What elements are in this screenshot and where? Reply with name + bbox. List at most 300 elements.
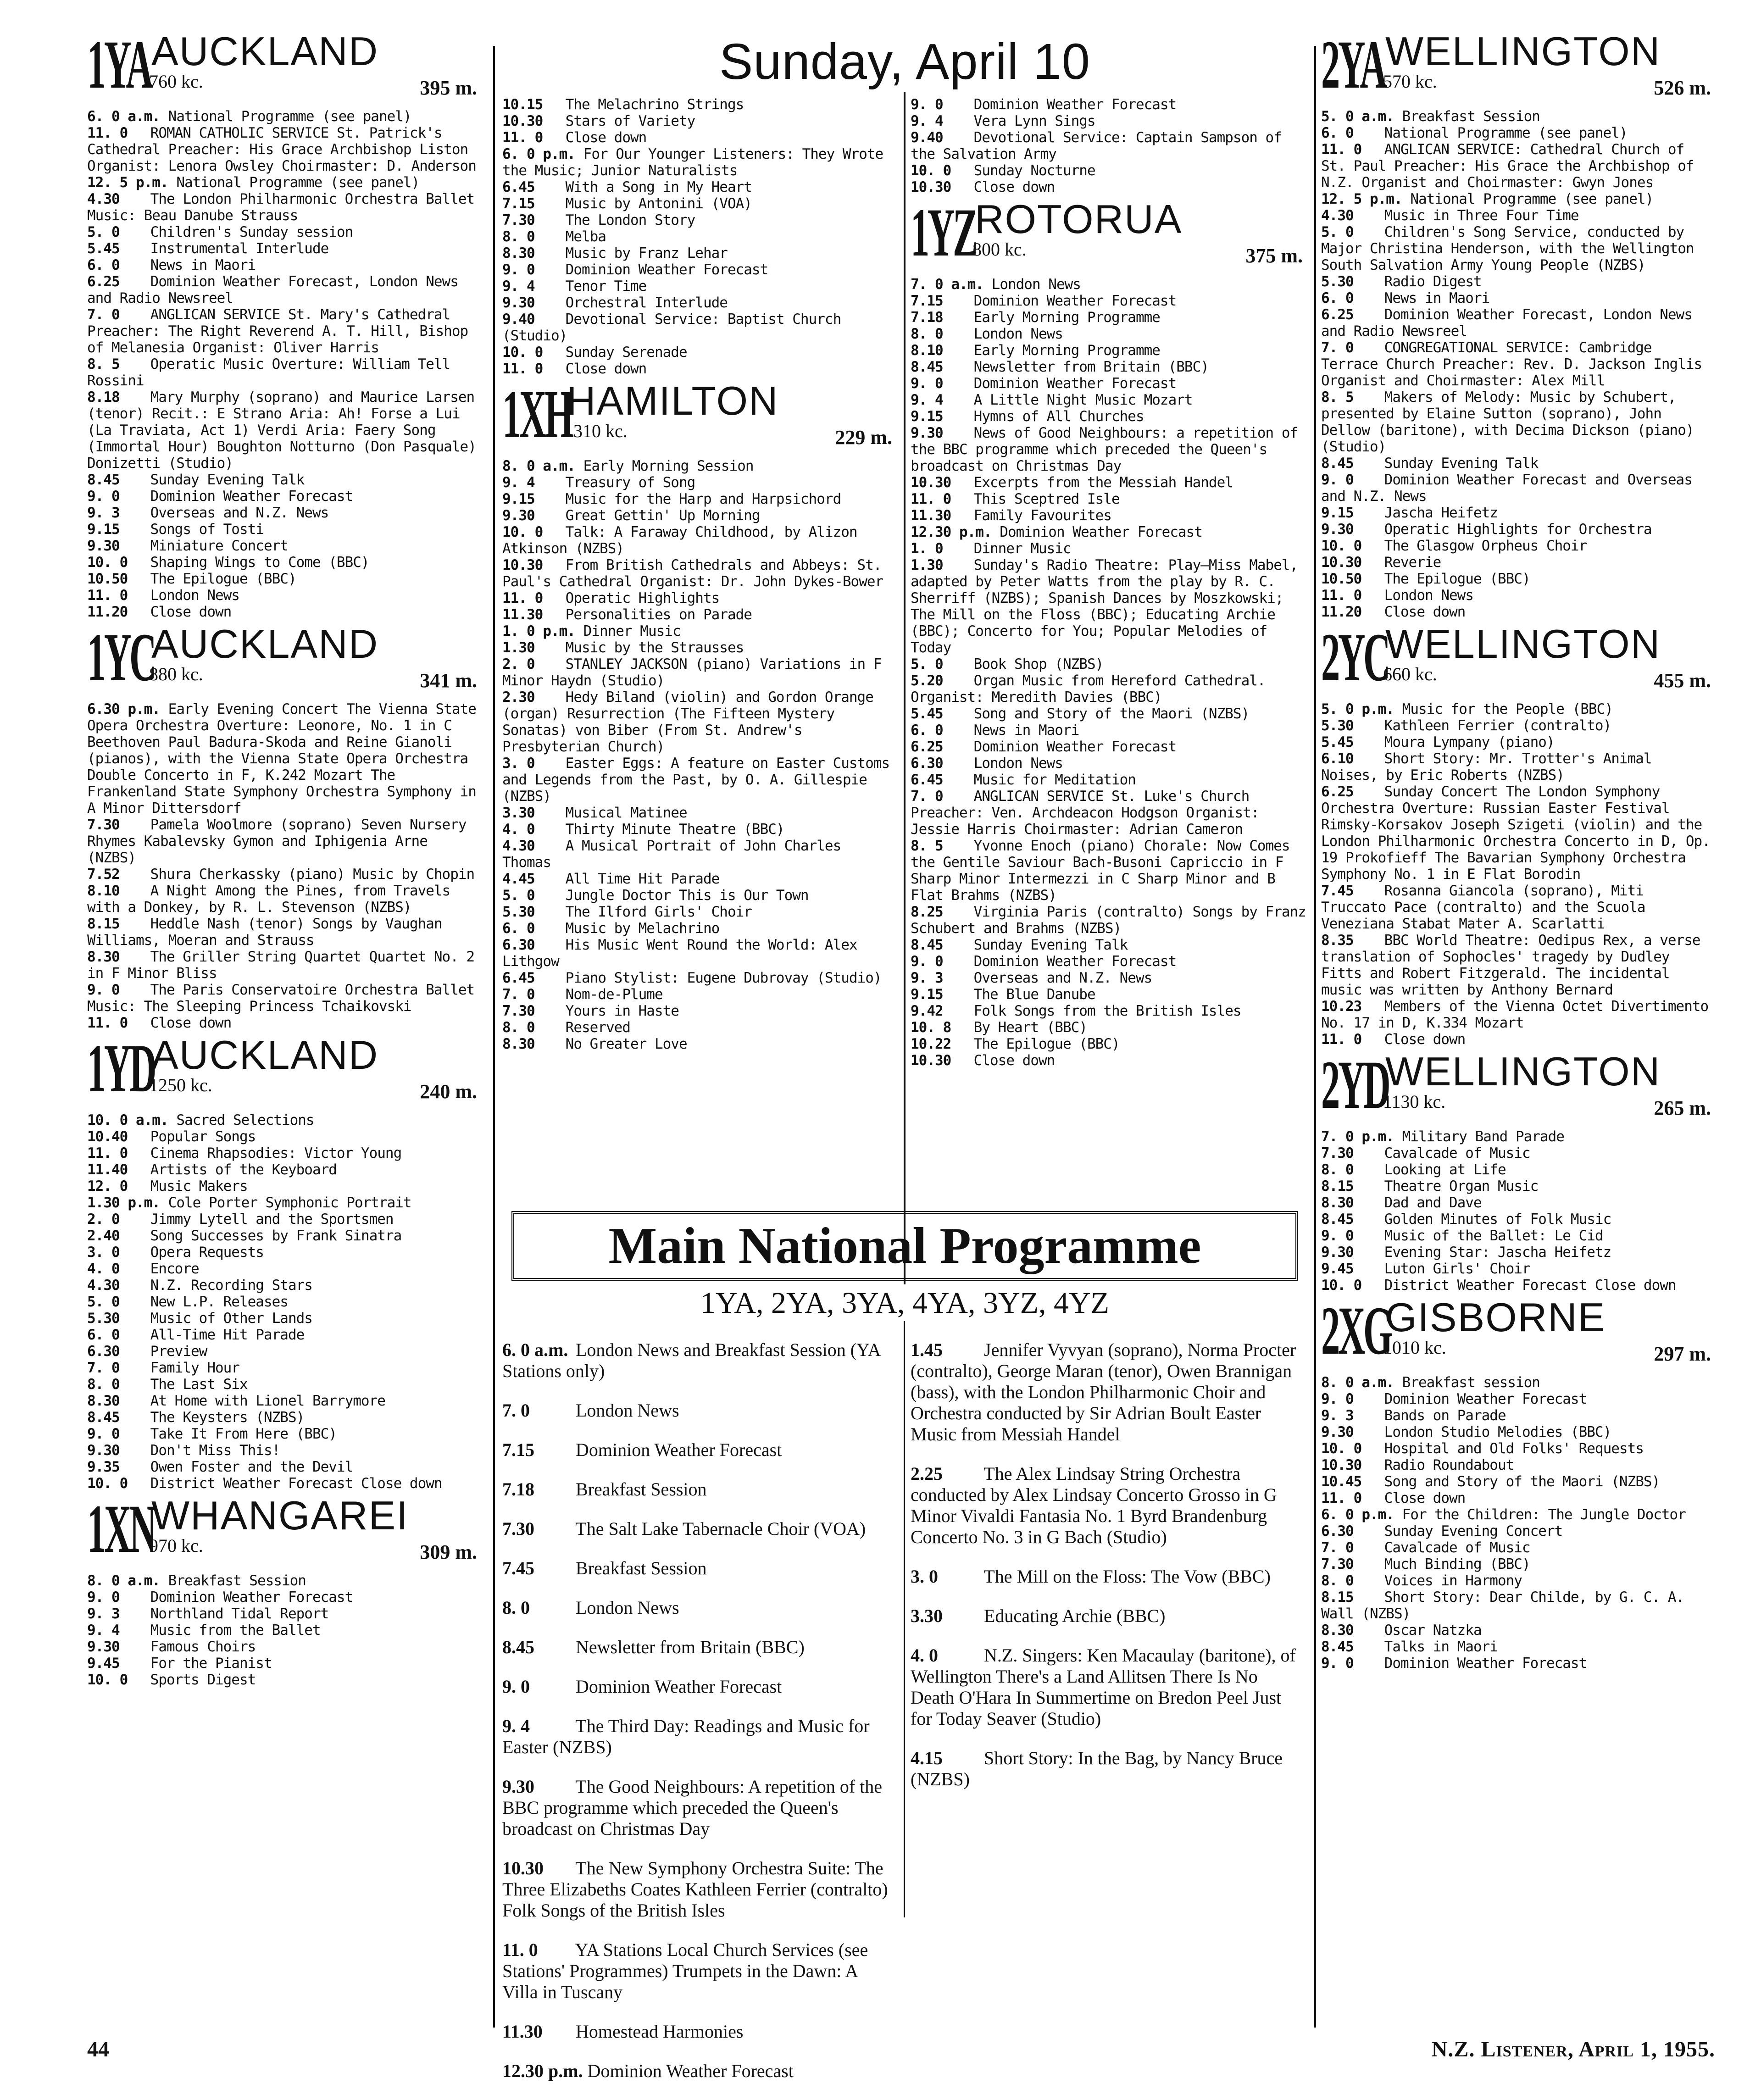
schedule-entry: [911, 1566, 1305, 1587]
schedule-entry: [87, 1015, 482, 1031]
frequency: 1010 kc.: [1383, 1337, 1446, 1358]
schedule-entry: [502, 1558, 897, 1579]
wavelength: 341 m.: [420, 669, 477, 692]
frequency: 880 kc.: [149, 664, 203, 684]
entry-time: 9. 0: [911, 375, 943, 392]
entry-time: 8. 0: [1321, 1161, 1354, 1178]
entry-text: Close down: [565, 129, 647, 146]
entry-text: Music by Melachrino: [565, 920, 720, 937]
schedule-entry: [502, 311, 897, 344]
schedule-entry: [1321, 472, 1716, 505]
entry-text: Devotional Service: Captain Sampson of the Salvation Army: [911, 129, 1282, 162]
entry-time: 12.30 p.m.: [911, 524, 992, 540]
schedule-entry: [87, 866, 482, 883]
entry-text: Song and Story of the Maori (NZBS): [973, 706, 1250, 722]
schedule-entry: [502, 96, 897, 113]
schedule-entry: [87, 1672, 482, 1688]
entry-time: 8.18: [87, 389, 120, 406]
schedule-entry: [911, 706, 1307, 722]
schedule-entry: [502, 871, 897, 887]
entry-time: 10. 0: [1321, 1440, 1362, 1457]
entry-time: 9.15: [502, 491, 535, 507]
entry-time: 9. 4: [87, 1622, 120, 1639]
entry-time: 8.10: [911, 342, 943, 359]
schedule-entry: [911, 425, 1307, 474]
entry-text: Sunday Concert The London Symphony Orchestra Overture: Russian Easter Festival Rimsky-Korsakov Joseph Szigeti (violin) and the London Philharmonic Orchestra Concerto in D, Op. 19 Prokofieff The Bavarian Symphony Orchestra Symphony No. 1 in E Flat Borodin: [1321, 783, 1710, 883]
schedule-entry: [87, 1459, 482, 1475]
entry-text: Theatre Organ Music: [1384, 1178, 1539, 1194]
entry-time: 4.30: [1321, 207, 1354, 224]
entry-text: News of Good Neighbours: a repetition of the BBC programme which preceded the Queen's broadcast on Christmas Day: [911, 425, 1298, 474]
entry-text: Don't Miss This!: [150, 1442, 280, 1459]
schedule-entry: [911, 1748, 1305, 1790]
entry-time: 7.18: [502, 1479, 534, 1500]
schedule-entry: [87, 1343, 482, 1360]
entry-text: Jennifer Vyvyan (soprano), Norma Procter (contralto), George Maran (tenor), Owen Brannigan (bass), with the London Philharmonic Choir and Orchestra conducted by Sir Adrian Boult Easter Music from Messiah Handel: [911, 1339, 1296, 1444]
entry-text: Sports Digest: [150, 1672, 256, 1688]
entry-time: 8.45: [87, 1409, 120, 1426]
entry-text: Devotional Service: Baptist Church (Studio): [502, 311, 841, 344]
entry-text: Children's Sunday session: [150, 224, 353, 240]
entry-time: 9.40: [911, 129, 943, 146]
schedule-entry: [87, 1294, 482, 1310]
panel-left-list: [502, 1321, 897, 2100]
schedule-entry: [911, 113, 1307, 129]
schedule-entry: [87, 1606, 482, 1622]
entry-time: 10.23: [1321, 998, 1362, 1015]
entry-time: 1. 0: [911, 540, 943, 557]
call-sign: 1XN: [87, 1491, 155, 1567]
entry-time: 8.45: [1321, 1211, 1354, 1228]
entry-time: 11.20: [1321, 604, 1362, 620]
call-sign: 2YA: [1321, 27, 1385, 103]
entry-text: Popular Songs: [150, 1128, 256, 1145]
schedule-entry: [87, 1426, 482, 1442]
entry-text: Dominion Weather Forecast: [150, 488, 353, 505]
schedule-entry: [911, 342, 1307, 359]
schedule-entry: [87, 174, 482, 191]
entry-time: 7.52: [87, 866, 120, 883]
entry-text: ANGLICAN SERVICE St. Mary's Cathedral Preacher: The Right Reverend A. T. Hill, Bishop of Melanesia Organist: Oliver Harris: [87, 306, 468, 356]
schedule-entry: [502, 261, 897, 278]
entry-time: 8.30: [502, 1036, 535, 1052]
entry-time: 9. 4: [911, 113, 943, 129]
entry-time: 7.30: [1321, 1556, 1354, 1572]
schedule-entry: [1321, 717, 1716, 734]
entry-time: 5.45: [911, 706, 943, 722]
schedule-entry: [1321, 207, 1716, 224]
schedule-entry: [911, 1463, 1305, 1548]
entry-time: 9.30: [1321, 1244, 1354, 1261]
entry-time: 8.45: [87, 472, 120, 488]
schedule-entry: [502, 491, 897, 507]
entry-time: 6. 0 p.m.: [502, 146, 575, 162]
city-name: WELLINGTON: [1385, 621, 1661, 667]
page-date-heading: Sunday, April 10: [719, 33, 1090, 90]
entry-time: 11.30: [502, 606, 543, 623]
entry-time: 12. 5 p.m.: [1321, 191, 1402, 207]
schedule-entry: [502, 129, 897, 146]
entry-text: Music in Three Four Time: [1384, 207, 1579, 224]
schedule-2yc: [1321, 701, 1716, 1048]
entry-time: 3. 0: [502, 755, 535, 772]
schedule-entry: [911, 953, 1307, 970]
entry-time: 10.50: [87, 571, 128, 587]
entry-time: 9.15: [911, 408, 943, 425]
frequency: 660 kc.: [1383, 664, 1437, 684]
entry-time: 9. 4: [502, 474, 535, 491]
entry-time: 8. 0: [502, 228, 535, 245]
entry-time: 11. 0: [502, 361, 543, 377]
entry-text: A Night Among the Pines, from Travels with a Donkey, by R. L. Stevenson (NZBS): [87, 883, 450, 916]
entry-time: 9.30: [87, 1442, 120, 1459]
entry-text: Dominion Weather Forecast: [973, 293, 1177, 309]
schedule-entry: [502, 2021, 897, 2042]
entry-time: 9. 0: [1321, 1655, 1354, 1672]
entry-text: Personalities on Parade: [565, 606, 752, 623]
schedule-entry: [502, 838, 897, 871]
entry-text: With a Song in My Heart: [565, 179, 752, 195]
entry-time: 8.30: [87, 1393, 120, 1409]
entry-text: Music by Antonini (VOA): [565, 195, 752, 212]
entry-text: Voices in Harmony: [1384, 1572, 1522, 1589]
entry-text: Dominion Weather Forecast: [1384, 1655, 1587, 1672]
entry-time: 4.30: [87, 191, 120, 207]
entry-text: From British Cathedrals and Abbeys: St. Paul's Cathedral Organist: Dr. John Dykes-Bower: [502, 557, 883, 590]
schedule-entry: [911, 1339, 1305, 1445]
entry-time: 8.45: [1321, 455, 1354, 472]
entry-text: London News: [150, 587, 239, 604]
entry-text: A Musical Portrait of John Charles Thomas: [502, 838, 841, 871]
entry-text: Short Story: Mr. Trotter's Animal Noises, by Eric Roberts (NZBS): [1321, 750, 1652, 783]
schedule-entry: [87, 1589, 482, 1606]
entry-text: ROMAN CATHOLIC SERVICE St. Patrick's Cathedral Preacher: His Grace Archbishop Liston Organist: Lenora Owsley Choirmaster: D. Anderson: [87, 125, 476, 174]
schedule-entry: [87, 108, 482, 125]
entry-time: 8.30: [1321, 1194, 1354, 1211]
schedule-entry: [502, 195, 897, 212]
schedule-entry: [87, 1228, 482, 1244]
entry-text: London News: [576, 1597, 679, 1618]
schedule-entry: [502, 1400, 897, 1421]
schedule-entry: [502, 1019, 897, 1036]
entry-time: 11. 0: [502, 590, 543, 606]
entry-text: London News: [576, 1400, 679, 1421]
schedule-entry: [1321, 1424, 1716, 1440]
schedule-entry: [911, 491, 1307, 507]
schedule-1ya: [87, 108, 482, 620]
schedule-entry: [87, 1655, 482, 1672]
entry-text: The Mill on the Floss: The Vow (BBC): [983, 1566, 1271, 1587]
entry-text: Dominion Weather Forecast: [1000, 524, 1202, 540]
entry-time: 10. 0: [1321, 1277, 1362, 1294]
entry-text: The Ilford Girls' Choir: [565, 904, 752, 920]
wavelength: 455 m.: [1654, 669, 1711, 692]
entry-text: Preview: [150, 1343, 207, 1360]
schedule-entry: [502, 228, 897, 245]
entry-time: 7.45: [502, 1558, 534, 1578]
entry-time: 10. 0: [502, 344, 543, 361]
schedule-entry: [911, 970, 1307, 986]
entry-time: 7. 0: [1321, 339, 1354, 356]
schedule-entry: [1321, 1194, 1716, 1211]
schedule-entry: [1321, 389, 1716, 455]
entry-text: Cinema Rhapsodies: Victor Young: [150, 1145, 402, 1161]
entry-time: 1. 0 p.m.: [502, 623, 575, 639]
entry-text: Educating Archie (BBC): [984, 1606, 1166, 1626]
entry-text: Take It From Here (BBC): [150, 1426, 337, 1442]
entry-time: 9.15: [911, 986, 943, 1003]
entry-time: 4.30: [502, 838, 535, 854]
schedule-entry: [87, 1442, 482, 1459]
column-1: [87, 28, 482, 1688]
schedule-entry: [1321, 1211, 1716, 1228]
entry-text: Cavalcade of Music: [1384, 1145, 1530, 1161]
entry-text: The Salt Lake Tabernacle Choir (VOA): [575, 1518, 866, 1539]
entry-time: 1.45: [911, 1339, 943, 1360]
entry-time: 9. 0: [1321, 472, 1354, 488]
entry-text: Stars of Variety: [565, 113, 695, 129]
entry-time: 5. 0 a.m.: [1321, 108, 1394, 125]
schedule-entry: [1321, 1655, 1716, 1672]
schedule-entry: [87, 1211, 482, 1228]
entry-time: 11. 0: [1321, 141, 1362, 158]
entry-time: 9. 0: [502, 261, 535, 278]
schedule-entry: [502, 970, 897, 986]
entry-text: The London Philharmonic Orchestra Ballet Music: Beau Danube Strauss: [87, 191, 475, 224]
entry-text: Dominion Weather Forecast: [150, 1589, 353, 1606]
schedule-entry: [911, 392, 1307, 408]
entry-text: Jungle Doctor This is Our Town: [565, 887, 809, 904]
entry-time: 11. 0: [87, 1015, 128, 1031]
entry-time: 12.30 p.m.: [502, 2061, 583, 2081]
frequency: 1130 kc.: [1383, 1091, 1446, 1112]
entry-time: 7.45: [1321, 883, 1354, 899]
schedule-entry: [502, 1036, 897, 1052]
entry-time: 9. 4: [502, 1716, 530, 1736]
entry-time: 2. 0: [87, 1211, 120, 1228]
station-header-2yd: [1321, 1047, 1716, 1124]
city-name: WELLINGTON: [1385, 28, 1661, 74]
schedule-entry: [911, 672, 1307, 706]
entry-text: London Studio Melodies (BBC): [1384, 1424, 1611, 1440]
schedule-entry: [1321, 571, 1716, 587]
entry-time: 11.40: [87, 1161, 128, 1178]
entry-text: Newsletter from Britain (BBC): [973, 359, 1209, 375]
entry-time: 7. 0: [1321, 1539, 1354, 1556]
schedule-1ya-continued: [502, 96, 897, 377]
entry-text: Melba: [565, 228, 606, 245]
entry-text: Heddle Nash (tenor) Songs by Vaughan Williams, Moeran and Strauss: [87, 916, 442, 949]
schedule-entry: [502, 1597, 897, 1618]
schedule-entry: [87, 1161, 482, 1178]
entry-time: 7. 0: [911, 788, 943, 805]
schedule-entry: [87, 949, 482, 982]
entry-text: Oscar Natzka: [1384, 1622, 1482, 1639]
entry-time: 8.15: [1321, 1589, 1354, 1606]
entry-time: 7. 0 p.m.: [1321, 1128, 1394, 1145]
entry-time: 9. 0: [87, 488, 120, 505]
entry-text: Overseas and N.Z. News: [973, 970, 1152, 986]
schedule-entry: [1321, 1277, 1716, 1294]
call-sign: 1XH: [502, 376, 572, 452]
entry-time: 9.30: [502, 294, 535, 311]
station-header-1yd: [87, 1030, 482, 1107]
schedule-1yc: [87, 701, 482, 1031]
entry-time: 7.18: [911, 309, 943, 326]
entry-text: Piano Stylist: Eugene Dubrovay (Studio): [565, 970, 882, 986]
schedule-entry: [1321, 1572, 1716, 1589]
station-header-1yz: [911, 194, 1307, 272]
entry-time: 9. 3: [1321, 1407, 1354, 1424]
schedule-entry: [502, 1676, 897, 1697]
schedule-entry: [87, 306, 482, 356]
entry-text: For the Pianist: [150, 1655, 272, 1672]
schedule-entry: [502, 887, 897, 904]
entry-time: 11.20: [87, 604, 128, 620]
schedule-entry: [87, 125, 482, 174]
entry-text: Sunday Evening Talk: [973, 937, 1128, 953]
schedule-2yd: [1321, 1128, 1716, 1294]
schedule-entry: [911, 1052, 1307, 1069]
schedule-entry: [1321, 554, 1716, 571]
entry-text: Pamela Woolmore (soprano) Seven Nursery Rhymes Kabalevsky Gymon and Iphigenia Arne (NZBS): [87, 817, 467, 866]
entry-time: 7. 0 a.m.: [911, 276, 983, 293]
entry-text: Songs of Tosti: [150, 521, 264, 538]
schedule-entry: [87, 1393, 482, 1409]
entry-text: STANLEY JACKSON (piano) Variations in F Minor Haydn (Studio): [502, 656, 882, 689]
entry-time: 11.30: [911, 507, 951, 524]
entry-text: Rosanna Giancola (soprano), Miti Truccato Pace (contralto) and the Scuola Veneziana Stabat Mater A. Scarlatti: [1321, 883, 1645, 932]
entry-time: 8. 0 a.m.: [1321, 1374, 1394, 1391]
schedule-entry: [911, 524, 1307, 540]
schedule-entry: [502, 2061, 897, 2082]
schedule-entry: [1321, 1161, 1716, 1178]
city-name: AUCKLAND: [151, 621, 379, 667]
entry-time: 10. 0: [911, 162, 951, 179]
schedule-entry: [1321, 1473, 1716, 1490]
call-sign: 1YC: [87, 619, 155, 695]
station-header-1xn: [87, 1491, 482, 1568]
schedule-entry: [87, 538, 482, 554]
entry-time: 6.30: [502, 937, 535, 953]
entry-text: Cavalcade of Music: [1384, 1539, 1530, 1556]
entry-text: All-Time Hit Parade: [150, 1327, 305, 1343]
entry-text: Family Favourites: [973, 507, 1111, 524]
schedule-entry: [911, 129, 1307, 162]
issue-line: N.Z. Listener, April 1, 1955.: [1431, 2037, 1715, 2061]
entry-time: 5.45: [87, 240, 120, 257]
schedule-entry: [502, 590, 897, 606]
entry-time: 9. 0: [911, 96, 943, 113]
schedule-entry: [1321, 108, 1716, 125]
entry-time: 7.15: [502, 1439, 534, 1460]
schedule-entry: [502, 920, 897, 937]
schedule-entry: [502, 1479, 897, 1500]
entry-text: London News: [973, 755, 1063, 772]
entry-text: N.Z. Recording Stars: [150, 1277, 312, 1294]
entry-time: 10.40: [87, 1128, 128, 1145]
entry-time: 9.42: [911, 1003, 943, 1019]
schedule-entry: [1321, 1228, 1716, 1244]
schedule-entry: [502, 474, 897, 491]
schedule-entry: [1321, 1178, 1716, 1194]
entry-text: The Keysters (NZBS): [150, 1409, 305, 1426]
entry-time: 6.30: [87, 1343, 120, 1360]
entry-time: 1.30: [911, 557, 943, 573]
entry-time: 10.22: [911, 1036, 951, 1052]
entry-text: Dominion Weather Forecast: [565, 261, 768, 278]
entry-text: Evening Star: Jascha Heifetz: [1384, 1244, 1611, 1261]
schedule-entry: [502, 689, 897, 755]
entry-text: Kathleen Ferrier (contralto): [1384, 717, 1611, 734]
schedule-entry: [502, 606, 897, 623]
schedule-entry: [502, 755, 897, 805]
entry-text: BBC World Theatre: Oedipus Rex, a verse translation of Sophocles' tragedy by Dudley Fitts and Robert Fitzgerald. The incidental music was written by Anthony Bernard: [1321, 932, 1700, 998]
schedule-entry: [1321, 932, 1716, 998]
entry-text: Music of Other Lands: [150, 1310, 312, 1327]
schedule-entry: [1321, 1128, 1716, 1145]
entry-text: Music Makers: [150, 1178, 248, 1194]
entry-text: Short Story: In the Bag, by Nancy Bruce (NZBS): [911, 1748, 1283, 1789]
entry-time: 6.45: [502, 179, 535, 195]
entry-time: 9.15: [87, 521, 120, 538]
entry-time: 6. 0 a.m.: [87, 108, 160, 125]
schedule-entry: [502, 1339, 897, 1382]
entry-time: 10. 0: [87, 1475, 128, 1492]
entry-text: This Sceptred Isle: [973, 491, 1120, 507]
schedule-entry: [1321, 1556, 1716, 1572]
entry-text: Dad and Dave: [1384, 1194, 1482, 1211]
wavelength: 375 m.: [1245, 244, 1303, 267]
entry-text: National Programme (see panel): [1410, 191, 1654, 207]
entry-text: Dominion Weather Forecast: [587, 2061, 794, 2081]
frequency: 1250 kc.: [149, 1075, 212, 1095]
entry-time: 8. 0: [502, 1019, 535, 1036]
entry-text: For the Children: The Jungle Doctor: [1402, 1506, 1686, 1523]
schedule-entry: [1321, 1440, 1716, 1457]
entry-text: Treasury of Song: [565, 474, 695, 491]
entry-time: 11. 0: [911, 491, 951, 507]
entry-text: Dominion Weather Forecast and Overseas and N.Z. News: [1321, 472, 1692, 505]
schedule-entry: [502, 1518, 897, 1539]
city-name: WELLINGTON: [1385, 1049, 1661, 1094]
entry-text: Breakfast Session: [1402, 108, 1540, 125]
entry-time: 6. 0: [502, 920, 535, 937]
entry-text: Military Band Parade: [1402, 1128, 1564, 1145]
entry-text: Easter Eggs: A feature on Easter Customs and Legends from the Past, by O. A. Gillespie (NZBS): [502, 755, 890, 805]
schedule-entry: [1321, 224, 1716, 273]
schedule-entry: [911, 326, 1307, 342]
schedule-entry: [87, 505, 482, 521]
schedule-entry: [502, 113, 897, 129]
entry-text: Sunday Evening Talk: [150, 472, 305, 488]
entry-text: Dominion Weather Forecast: [1384, 1391, 1587, 1407]
entry-time: 8. 0 a.m.: [87, 1572, 160, 1589]
entry-text: The Epilogue (BBC): [150, 571, 296, 587]
schedule-entry: [911, 656, 1307, 672]
entry-time: 11. 0: [1321, 1031, 1362, 1048]
entry-text: Miniature Concert: [150, 538, 288, 554]
entry-time: 8. 0: [87, 1376, 120, 1393]
schedule-entry: [1321, 783, 1716, 883]
entry-time: 9.30: [1321, 521, 1354, 538]
panel-title-box: [511, 1211, 1298, 1281]
entry-text: Owen Foster and the Devil: [150, 1459, 353, 1475]
entry-text: The Glasgow Orpheus Choir: [1384, 538, 1587, 554]
entry-text: Jascha Heifetz: [1384, 505, 1498, 521]
schedule-entry: [1321, 998, 1716, 1031]
entry-text: News in Maori: [1384, 290, 1490, 306]
